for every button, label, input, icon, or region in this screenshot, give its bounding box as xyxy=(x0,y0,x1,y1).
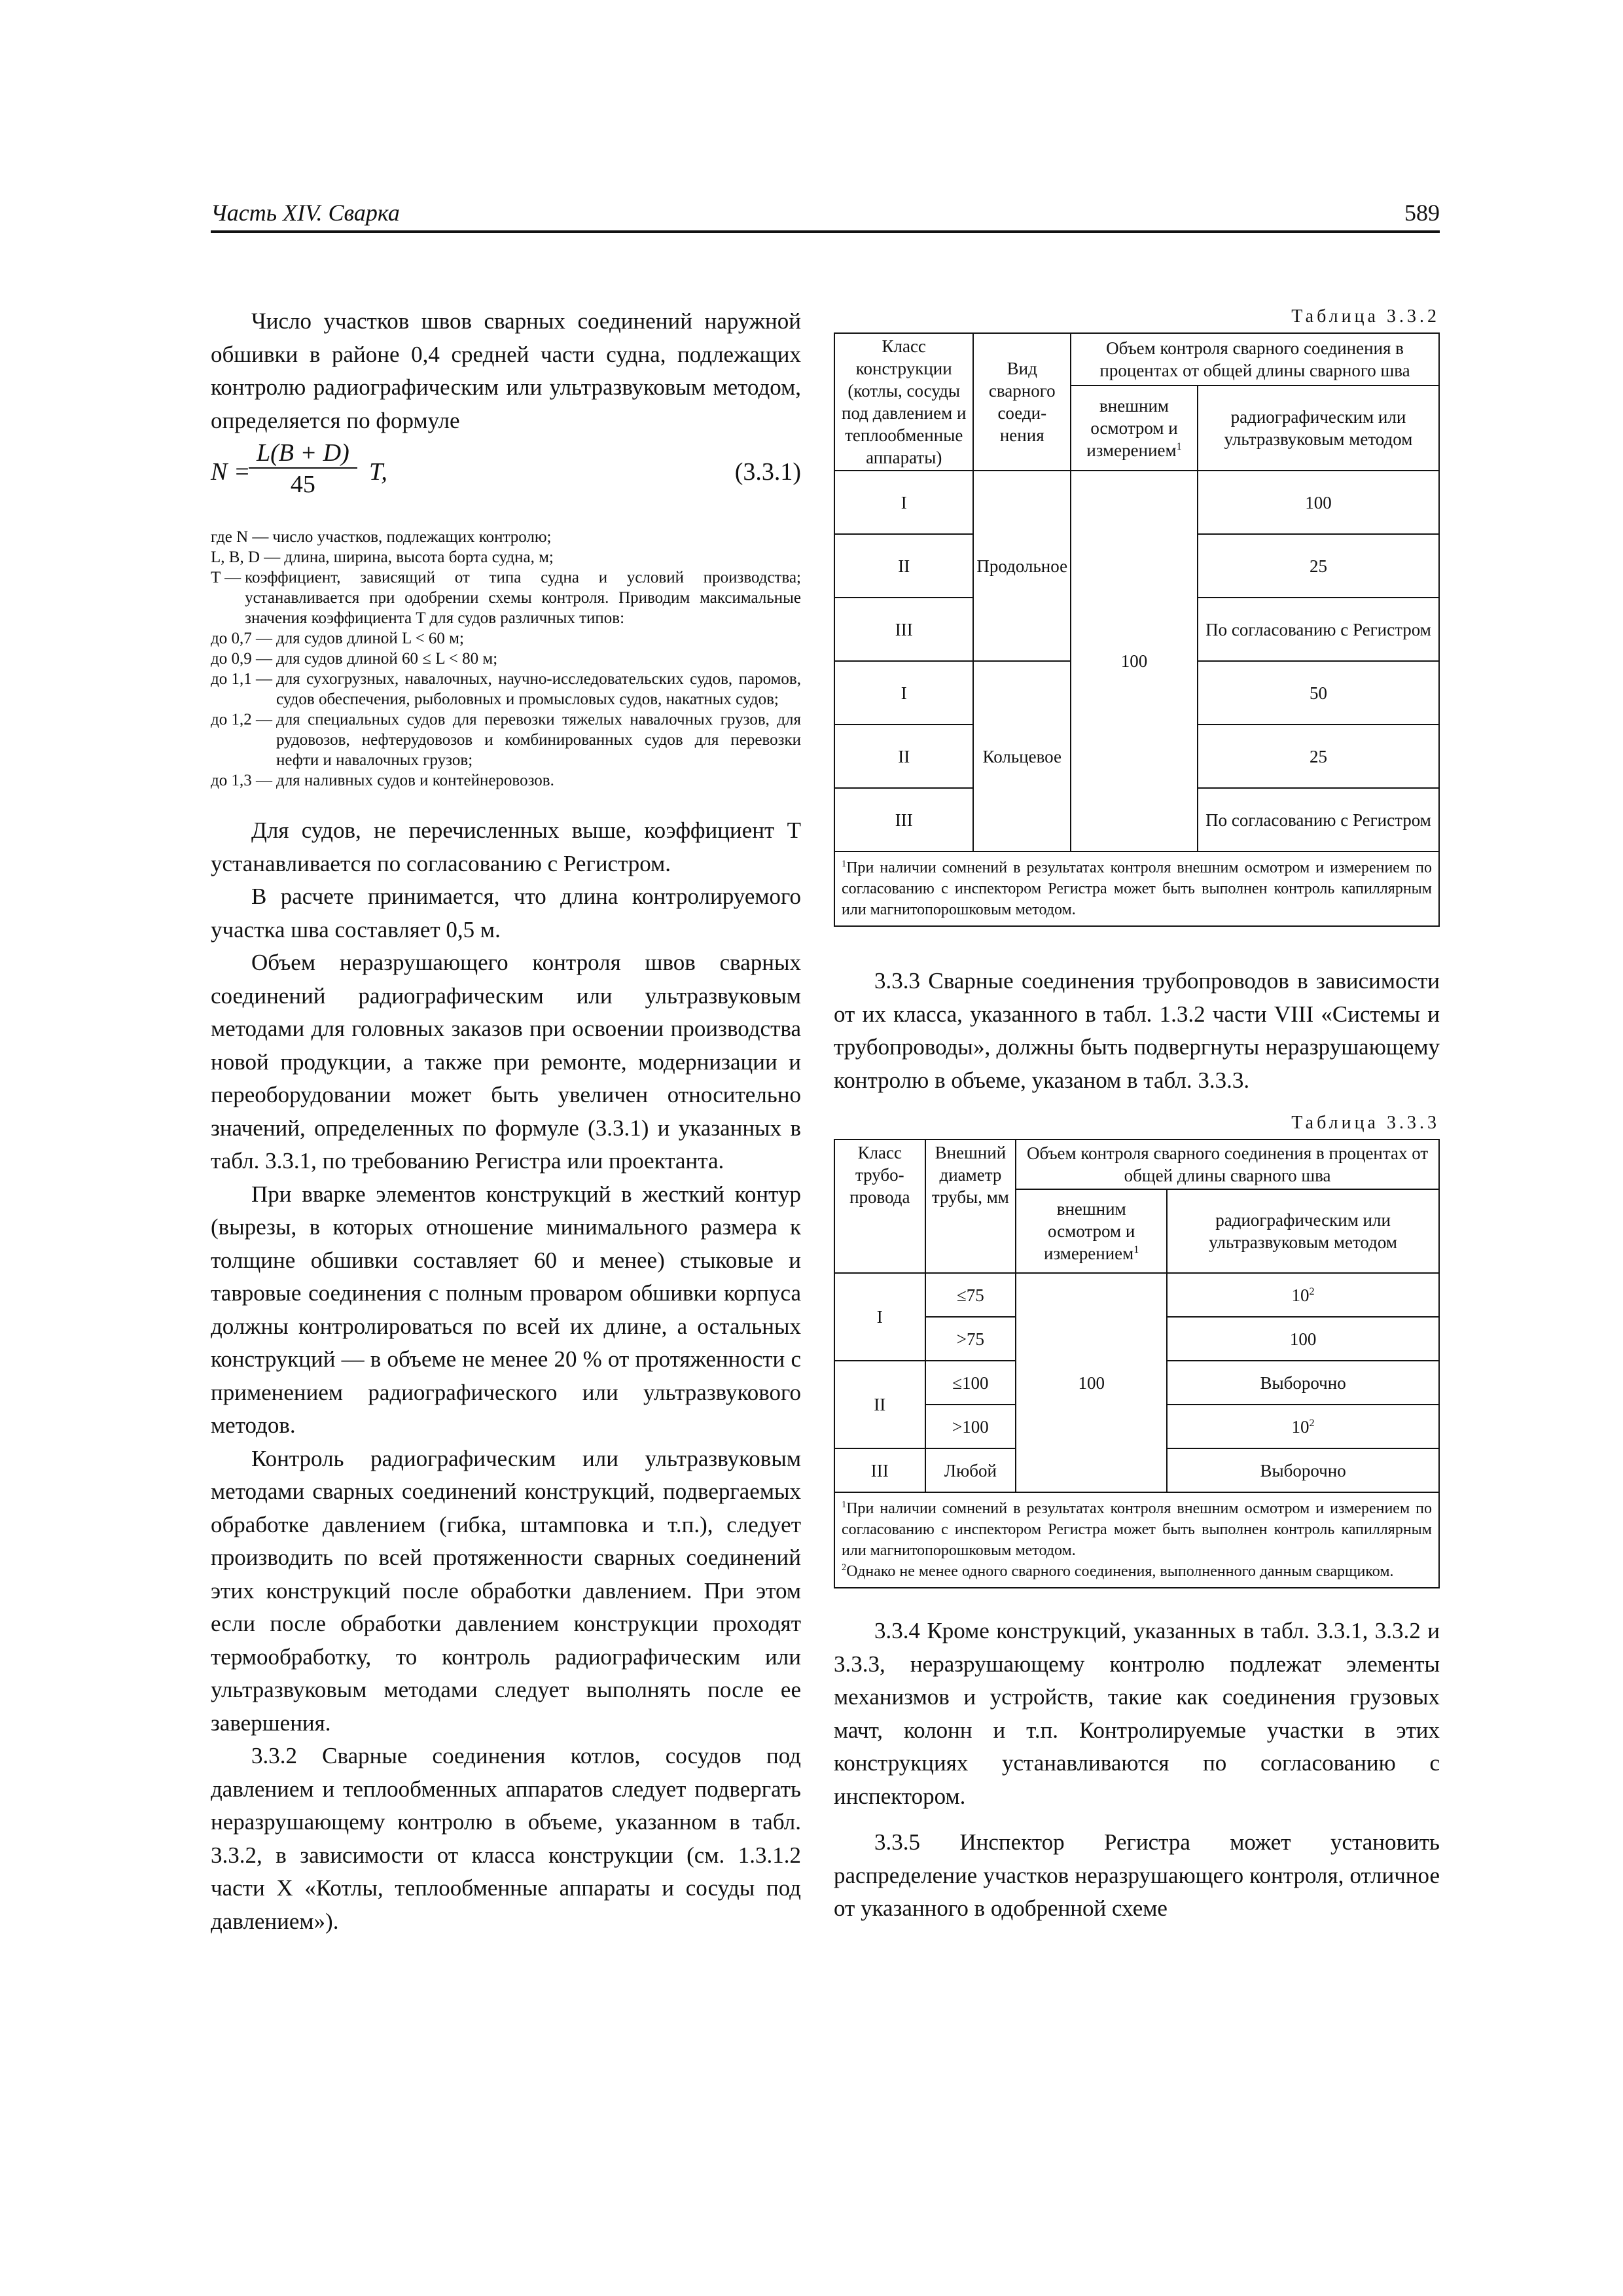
paragraph: При вварке элементов конструкций в жесткий контур (вырезы, в которых отношение минимального размера к толщине обшивки составляет 60 и менее) стыковые и тавровые соединения с полным проваром обшивки корпуса должны контролироваться по всей их длине, а остальных конструкций — в объеме не менее 20 % от протяженности с применением радиографического или ультразвукового методов. xyxy=(211,1181,801,1438)
header-visual: внешним осмотром и измерением$^1$ xyxy=(1016,1189,1167,1273)
cell-diameter: ≤100 xyxy=(925,1361,1016,1405)
definition-item xyxy=(211,527,801,547)
right-column xyxy=(834,305,1440,1926)
definition-text: для судов длиной 60 ≤ L < 80 м; xyxy=(276,650,498,668)
definition-key: T — xyxy=(211,569,241,586)
paragraph: Объем неразрушающего контроля швов сварных соединений радиографическим или ультразвуковым методами для головных заказов при освоении производства новой продукции, а также при ремонте, модернизации и переоборудовании может быть увеличен относительно значений, определенных по формуле (3.3.1) и указанных в табл. 3.3.1, по требованию Регистра или проектанта. xyxy=(211,950,801,1174)
definition-text: длина, ширина, высота борта судна, м; xyxy=(284,548,554,566)
cell-class: II xyxy=(834,1361,925,1448)
cell-class: I xyxy=(834,471,973,534)
table-footnote xyxy=(834,1492,1439,1588)
formula-factor: T, xyxy=(369,458,387,486)
cell-class: II xyxy=(834,725,973,788)
cell-class: I xyxy=(834,661,973,725)
cell-visual: 100 xyxy=(1016,1273,1167,1492)
cell-class: II xyxy=(834,534,973,598)
paragraph: В расчете принимается, что длина контролируемого участка шва составляет 0,5 м. xyxy=(211,884,801,942)
definition-item xyxy=(211,628,801,649)
cell-radio: Выборочно xyxy=(1167,1361,1439,1405)
cell-radio: По согласованию с Регистром xyxy=(1198,788,1439,852)
header-volume: Объем контроля сварного соединения в процентах от общей длины сварного шва xyxy=(1071,333,1439,386)
cell-class: III xyxy=(834,1448,925,1492)
header-volume: Объем контроля сварного соединения в процентах от общей длины сварного шва xyxy=(1016,1139,1439,1189)
formula-denominator: 45 xyxy=(290,471,315,498)
cell-class: III xyxy=(834,598,973,661)
formula-number: (3.3.1) xyxy=(734,458,801,486)
header-radio: радиографическим или ультразвуковым методом xyxy=(1198,386,1439,471)
table-3-3-2 xyxy=(834,332,1440,927)
header-class: Класс конструкции (котлы, сосуды под давлением и теплообменные аппараты) xyxy=(834,333,973,471)
header-visual: внешним осмотром и измерением$^1$ xyxy=(1071,386,1198,471)
cell-diameter: ≤75 xyxy=(925,1273,1016,1317)
definition-text: для специальных судов для перевозки тяжелых навалочных грузов, для рудовозов, нефтерудовозов и комбинированных судов для перевозки нефти и навалочных грузов; xyxy=(276,711,801,769)
paragraph-3-3-4: 3.3.4 Кроме конструкций, указанных в табл. 3.3.1, 3.3.2 и 3.3.3, неразрушающему контролю подлежат элементы механизмов и устройств, такие как соединения грузовых мачт, колонн и т.п. Контролируемые участки в этих конструкциях устанавливаются по согласованию с инспектором. xyxy=(834,1618,1440,1809)
running-title: Часть XIV. Сварка xyxy=(211,200,400,226)
cell-kind: Кольцевое xyxy=(973,661,1071,852)
cell-class: I xyxy=(834,1273,925,1361)
header-class: Класс трубо-провода xyxy=(834,1139,925,1273)
definition-item xyxy=(211,709,801,770)
paragraph-3-3-3: 3.3.3 Сварные соединения трубопроводов в зависимости от их класса, указанного в табл. 1.3.2 части VIII «Системы и трубопроводы», должны быть подвергнуты неразрушающему контролю в объеме, указаном в табл. 3.3.3. xyxy=(834,968,1440,1093)
page-header xyxy=(211,196,1440,233)
header-radio: радиографическим или ультразвуковым методом xyxy=(1167,1189,1439,1273)
definition-key: до 1,2 — xyxy=(211,711,272,728)
definition-key: до 0,9 — xyxy=(211,650,272,668)
cell-radio: По согласованию с Регистром xyxy=(1198,598,1439,661)
header-diameter: Внешний диаметр трубы, мм xyxy=(925,1139,1016,1273)
table-3-3-3 xyxy=(834,1139,1440,1588)
formula-numerator: L(B + D) xyxy=(249,439,357,469)
cell-radio: Выборочно xyxy=(1167,1448,1439,1492)
table-caption: Таблица 3.3.2 xyxy=(1291,306,1440,327)
page-number: 589 xyxy=(1404,200,1440,226)
footnote-2: $^2$Однако не менее одного сварного соединения, выполненного данным сварщиком. xyxy=(842,1562,1394,1580)
cell-radio: 100 xyxy=(1198,471,1439,534)
cell-diameter: >75 xyxy=(925,1317,1016,1361)
cell-radio: 50 xyxy=(1198,661,1439,725)
definitions-list xyxy=(211,527,801,791)
definition-key: где N — xyxy=(211,528,269,546)
definition-text: для судов длиной L < 60 м; xyxy=(276,630,464,647)
paragraph: Контроль радиографическим или ультразвуковым методами сварных соединений конструкций, подвергаемых обработке давлением (гибка, штамповка и т.п.), следует производить по всей протяженности сварных соединений этих конструкций после обработки давлением. При этом если после обработки давлением конструкции проходят термообработку, то контроль радиографическим или ультразвуковым методами следует выполнять после ее завершения. xyxy=(211,1445,801,1736)
definition-key: до 1,3 — xyxy=(211,772,272,789)
definition-text: коэффициент, зависящий от типа судна и условий производства; устанавливается при одобрении схемы контроля. Приводим максимальные значения коэффициента T для судов различных типов: xyxy=(245,569,801,627)
definition-item xyxy=(211,669,801,709)
cell-diameter: >100 xyxy=(925,1405,1016,1448)
table-footnote: $^1$При наличии сомнений в результатах контроля внешним осмотром и измерением по согласованию с инспектором Регистра может быть выполнен контроль капиллярным или магнитопорошковым методом. xyxy=(834,852,1439,926)
cell-radio: $10^2$ xyxy=(1167,1273,1439,1317)
cell-radio: 25 xyxy=(1198,534,1439,598)
cell-radio: $10^2$ xyxy=(1167,1405,1439,1448)
cell-radio: 100 xyxy=(1167,1317,1439,1361)
paragraph: Для судов, не перечисленных выше, коэффициент T устанавливается по согласованию с Регистром. xyxy=(211,817,801,876)
definition-item xyxy=(211,649,801,669)
definition-item xyxy=(211,770,801,791)
header-kind: Вид сварного соеди-нения xyxy=(973,333,1071,471)
paragraph-3-3-2: 3.3.2 Сварные соединения котлов, сосудов под давлением и теплообменных аппаратов следует подвергать неразрушающему контролю в объеме, указанном в табл. 3.3.2, в зависимости от класса конструкции (см. 1.3.1.2 части X «Котлы, теплообменные аппараты и сосуды под давлением»). xyxy=(211,1743,801,1934)
left-column xyxy=(211,305,801,1938)
table-caption: Таблица 3.3.3 xyxy=(1291,1113,1440,1133)
paragraph: Число участков швов сварных соединений наружной обшивки в районе 0,4 средней части судна, подлежащих контролю радиографическим или ультразвуковым методом, определяется по формуле xyxy=(211,308,801,433)
definition-text: для сухогрузных, навалочных, научно-исследовательских судов, паромов, судов обеспечения, рыболовных и промысловых судов, накатных судов; xyxy=(276,670,801,708)
definition-key: до 0,7 — xyxy=(211,630,272,647)
definition-key: до 1,1 — xyxy=(211,670,272,688)
definition-key: L, B, D — xyxy=(211,548,281,566)
footnote-1: $^1$При наличии сомнений в результатах контроля внешним осмотром и измерением по согласованию с инспектором Регистра может быть выполнен контроль капиллярным или магнитопорошковым методом. xyxy=(842,1499,1432,1559)
definition-item xyxy=(211,567,801,628)
cell-kind: Продольное xyxy=(973,471,1071,661)
paragraph-3-3-5: 3.3.5 Инспектор Регистра может установить распределение участков неразрушающего контроля, отличное от указанного в одобренной схеме xyxy=(834,1829,1440,1921)
cell-class: III xyxy=(834,788,973,852)
formula-3-3-1 xyxy=(211,439,801,507)
formula-fraction xyxy=(249,439,357,500)
cell-diameter: Любой xyxy=(925,1448,1016,1492)
definition-item xyxy=(211,547,801,567)
definition-text: для наливных судов и контейнеровозов. xyxy=(276,772,554,789)
cell-radio: 25 xyxy=(1198,725,1439,788)
definition-text: число участков, подлежащих контролю; xyxy=(272,528,552,546)
cell-visual: 100 xyxy=(1071,471,1198,852)
formula-lhs: N = xyxy=(211,458,251,486)
